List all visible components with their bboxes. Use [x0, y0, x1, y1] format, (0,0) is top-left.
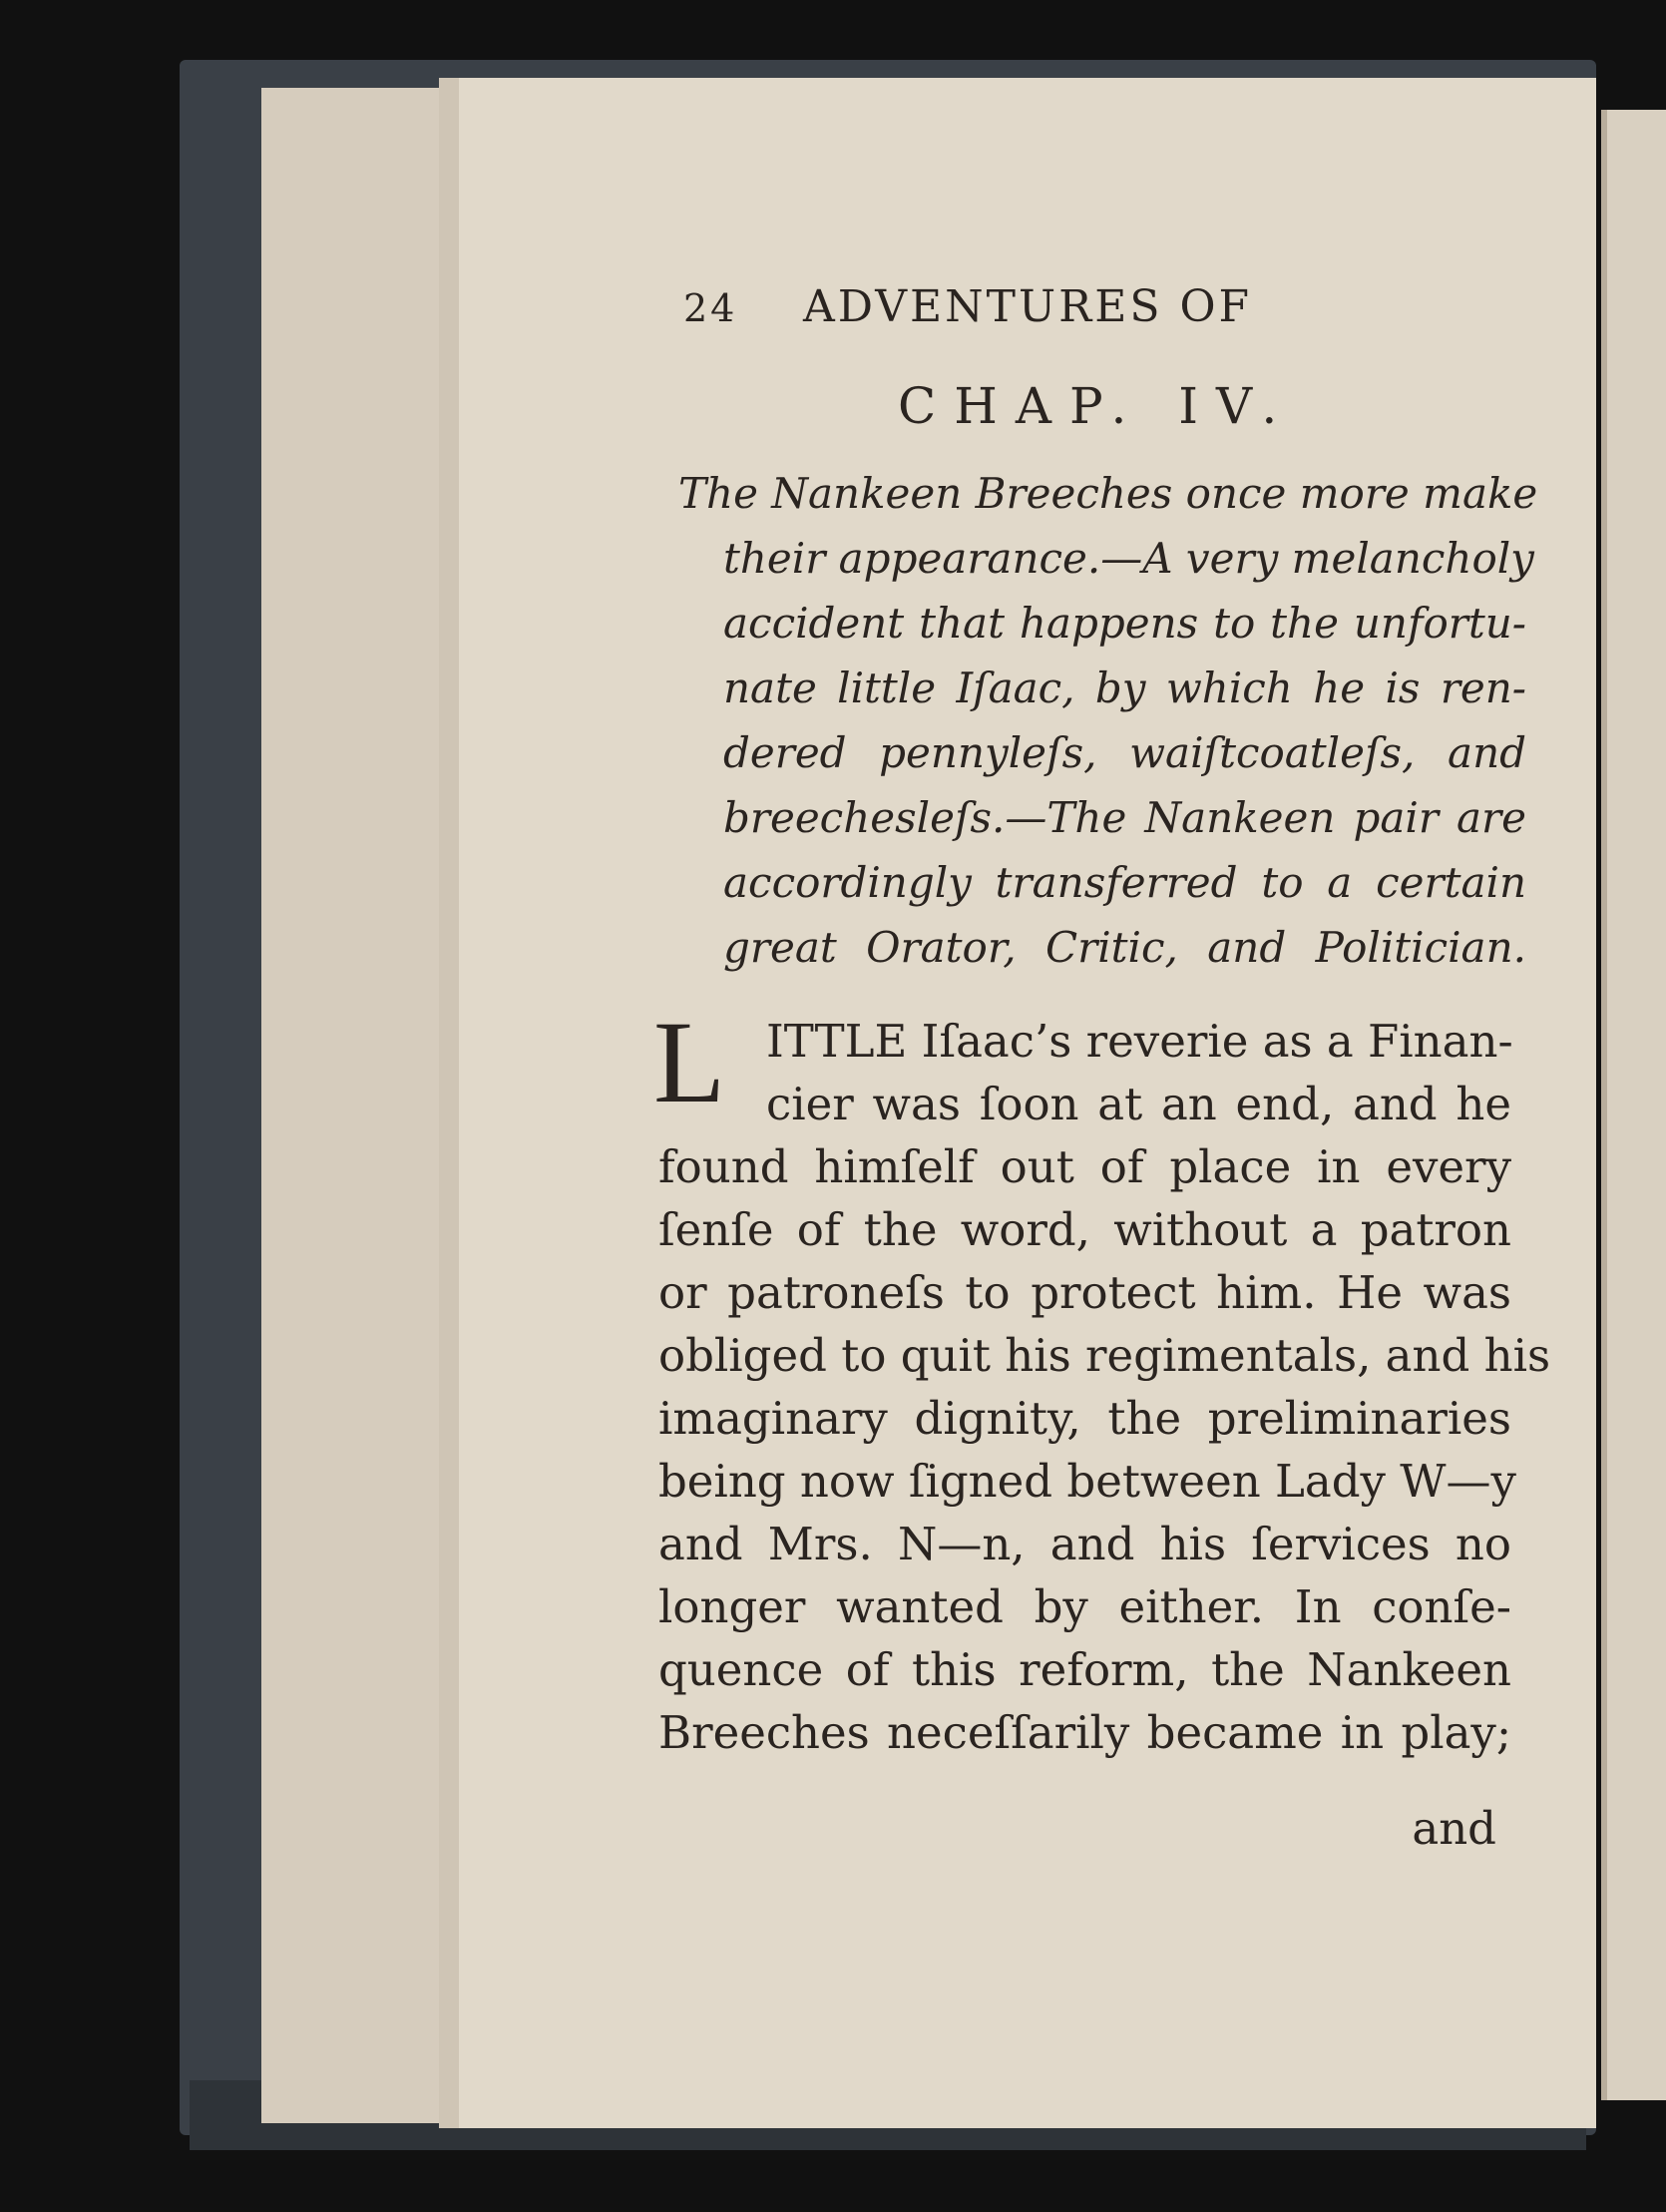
- body-line: or patroneſs to protect him. He was: [658, 1266, 1511, 1319]
- body-line: cier was ſoon at an end, and he: [766, 1078, 1511, 1130]
- body-line: ITTLE Iſaac’s reverie as a Finan-: [766, 1015, 1513, 1068]
- summary-line: The Nankeen Breeches once more make: [678, 469, 1538, 518]
- catchword: and: [1412, 1802, 1496, 1855]
- drop-cap: L: [653, 997, 726, 1127]
- body-line: quence of this reform, the Nankeen: [658, 1643, 1511, 1696]
- body-line: imaginary dignity, the preliminaries: [658, 1392, 1511, 1445]
- chapter-summary: [678, 461, 1538, 980]
- body-line: being now ſigned between Lady W—y: [658, 1455, 1516, 1508]
- body-line: and Mrs. N—n, and his ſervices no: [658, 1518, 1511, 1570]
- summary-line: great Orator, Critic, and Politician.: [723, 923, 1526, 972]
- running-header: [683, 281, 1382, 341]
- body-line: found himſelf out of place in every: [658, 1140, 1511, 1193]
- body-line: ſenſe of the word, without a patron: [658, 1203, 1511, 1256]
- summary-line: breechesleſs.—The Nankeen pair are: [723, 793, 1526, 842]
- body-line: longer wanted by either. In conſe-: [658, 1580, 1511, 1633]
- summary-line: accordingly transferred to a certain: [723, 858, 1526, 907]
- page-number: 24: [683, 286, 738, 330]
- running-title: ADVENTURES OF: [803, 281, 1253, 332]
- chapter-heading: CHAP. IV.: [898, 377, 1296, 435]
- summary-line: accident that happens to the unfortu-: [723, 599, 1526, 648]
- summary-line: their appearance.—A very melancholy: [723, 534, 1534, 583]
- body-line: Breeches neceſſarily became in play;: [658, 1706, 1511, 1759]
- summary-line: dered pennyleſs, waiſtcoatleſs, and: [723, 728, 1526, 777]
- summary-line: nate little Iſaac, by which he is ren-: [723, 664, 1526, 712]
- body-text: [658, 1010, 1551, 1878]
- body-line: obliged to quit his regimentals, and his: [658, 1329, 1551, 1382]
- facing-page-edge: [1601, 110, 1666, 2100]
